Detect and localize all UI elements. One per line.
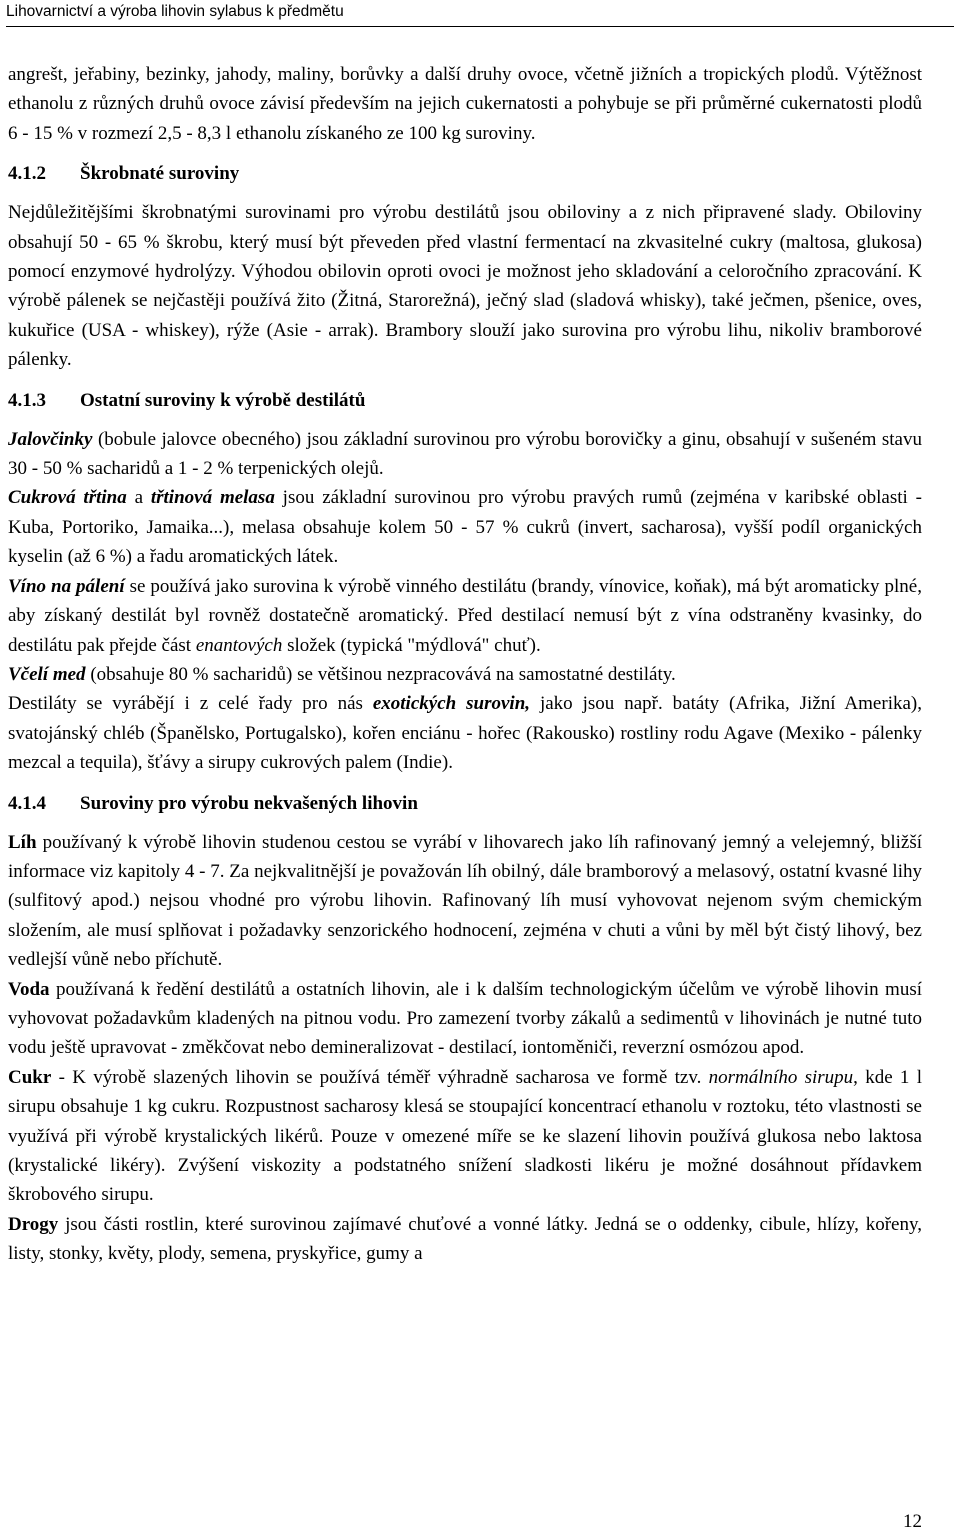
term: Včelí med	[8, 663, 86, 685]
header-title: Lihovarnictví a výroba lihovin sylabus k předmětu	[6, 3, 344, 20]
paragraph-sugar: Cukr - K výrobě slazených lihovin se používá téměř výhradně sacharosa ve formě tzv. normálního sirupu, kde 1 l sirupu obsahuje 1 kg cukru. Rozpustnost sacharosy klesá se stoupající koncentrací ethanolu v roztoku, této vlastnosti se využívá při výrobě krystalických likérů. Pouze v omezené míře se ke slazení lihovin používá glukosa nebo laktosa (krystalické likéry). Zvýšení viskozity a podstatného snížení sladkosti likéru je možné dosáhnout přídavkem škrobového sirupu.	[8, 1066, 922, 1206]
term: Voda	[8, 978, 50, 1000]
paragraph-juniper: Jalovčinky (bobule jalovce obecného) jsou základní surovinou pro výrobu borovičky a ginu, obsahují v sušeném stavu 30 - 50 % sacharidů a 1 - 2 % terpenických olejů.	[8, 428, 922, 480]
page-body	[8, 60, 922, 1269]
paragraph-spirit: Líh používaný k výrobě lihovin studenou cestou se vyrábí v lihovarech jako líh rafinovaný jemný a velejemný, bližší informace viz kapitoly 4 - 7. Za nejkvalitnější je považován líh obilný, dále bramborový a melasový, ostatní kvasné lihy (sulfitový apod.) nejsou vhodné pro výrobu lihovin. Rafinovaný líh musí vyhovovat nejenom svým chemickým složením, ale musí splňovat i požadavky senzorického hodnocení, zejména v chuti a vůni by měl být čistý lihový, bez vedlejší vůně nebo příchutě.	[8, 831, 922, 971]
term: exotických surovin,	[372, 693, 531, 715]
section-title: Škrobnaté suroviny	[80, 163, 240, 185]
term: Cukrová třtina	[8, 487, 127, 509]
term: Cukr	[8, 1066, 52, 1088]
term: Líh	[8, 831, 37, 853]
section-title: Ostatní suroviny k výrobě destilátů	[80, 389, 366, 411]
page-number: 12	[903, 1511, 922, 1532]
section-title: Suroviny pro výrobu nekvašených lihovin	[80, 792, 418, 814]
section-heading-4-1-4	[8, 792, 922, 816]
italic-term: normálního sirupu	[708, 1066, 854, 1088]
paragraph-drugs: Drogy jsou části rostlin, které surovinou zajímavé chuťové a vonné látky. Jedná se o oddenky, cibule, hlízy, kořeny, listy, stonky, květy, plody, semena, pryskyřice, gumy a	[8, 1213, 922, 1265]
term: Jalovčinky	[8, 428, 93, 450]
section-number: 4.1.4	[8, 792, 46, 814]
paragraph-sugarcane: Cukrová třtina a třtinová melasa jsou základní surovinou pro výrobu pravých rumů (zejména v karibské oblasti - Kuba, Portoriko, Jamaika...), melasa obsahuje kolem 50 - 57 % cukrů (invert, sacharosa), vyšší podíl organických kyselin (až 6 %) a řadu aromatických látek.	[8, 487, 922, 568]
paragraph-starchy: Nejdůležitějšími škrobnatými surovinami pro výrobu destilátů jsou obiloviny a z nich připravené slady. Obiloviny obsahují 50 - 65 % škrobu, který musí být převeden před vlastní fermentací na zkvasitelné cukry (maltosa, glukosa) pomocí enzymové hydrolýzy. Výhodou obilovin oproti ovoci je možnost jeho skladování a celoročního zpracování. K výrobě pálenek se nejčastěji používá žito (Žitná, Starorežná), ječný slad (sladová whisky), také ječmen, pšenice, oves, kukuřice (USA - whiskey), rýže (Asie - arrak). Brambory slouží jako surovina pro výrobu lihu, nikoliv bramborové pálenky.	[8, 202, 922, 371]
paragraph-honey: Včelí med (obsahuje 80 % sacharidů) se většinou nezpracovává na samostatné destiláty.	[8, 663, 676, 685]
term: Víno na pálení	[8, 575, 125, 597]
italic-term: enantových	[195, 634, 283, 656]
paragraph-exotic: Destiláty se vyrábějí i z celé řady pro nás exotických surovin, jako jsou např. batáty (Afrika, Jižní Amerika), svatojánský chléb (Španělsko, Portugalsko), kořen enciánu - hořec (Rakousko) rostliny rodu Agave (Mexiko - pálenky mezcal a tequila), šťávy a sirupy cukrových palem (Indie).	[8, 693, 922, 774]
section-heading-4-1-3	[8, 389, 922, 413]
paragraph-water: Voda používaná k ředění destilátů a ostatních lihovin, ale i k dalším technologickým účelům ve výrobě lihovin musí vyhovovat požadavkům kladených na pitnou vodu. Pro zamezení tvorby zákalů a sedimentů v lihovinách je nutné tuto vodu ještě upravovat - změkčovat nebo demineralizovat - destilací, iontoměniči, reverzní osmózou apod.	[8, 978, 922, 1059]
section-number: 4.1.2	[8, 163, 46, 185]
paragraph-wine: Víno na pálení se používá jako surovina k výrobě vinného destilátu (brandy, vínovice, koňak), má být aromaticky plné, aby získaný destilát byl rovněž dostatečně aromatický. Před destilací nemusí být z vína odstraněny kvasinky, do destilátu pak přejde část enantových složek (typická "mýdlová" chuť).	[8, 575, 922, 656]
intro-paragraph: angrešt, jeřabiny, bezinky, jahody, maliny, borůvky a další druhy ovoce, včetně jižních a tropických plodů. Výtěžnost ethanolu z různých druhů ovoce závisí především na jejich cukernatosti a pohybuje se při průměrné cukernatosti plodů 6 - 15 % v rozmezí 2,5 - 8,3 l ethanolu získaného ze 100 kg suroviny.	[8, 64, 922, 144]
running-header	[6, 2, 954, 27]
term: Drogy	[8, 1213, 59, 1235]
section-number: 4.1.3	[8, 389, 46, 411]
term: třtinová melasa	[150, 487, 275, 509]
section-heading-4-1-2	[8, 162, 922, 186]
